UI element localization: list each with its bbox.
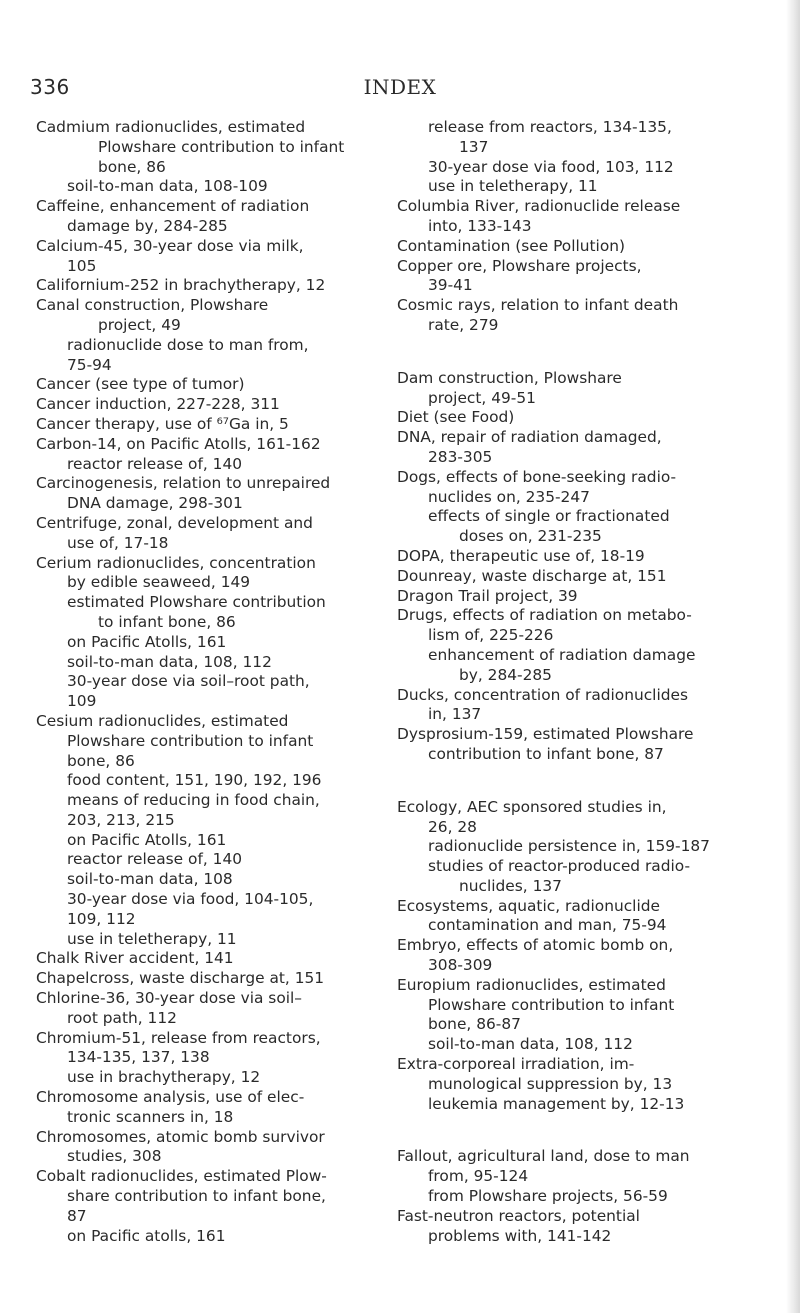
- entry-line: project, 49-51: [428, 388, 536, 407]
- index-subentry: [397, 1095, 762, 1115]
- entry-line: Fallout, agricultural land, dose to man: [397, 1147, 690, 1166]
- entry-line: root path, 112: [67, 1008, 177, 1027]
- entry-line: 109: [67, 692, 97, 711]
- index-subentry: [397, 1035, 762, 1055]
- entry-line: Chalk River accident, 141: [36, 949, 234, 968]
- entry-line: contribution to infant bone, 87: [428, 744, 664, 763]
- index-entry: [397, 547, 762, 567]
- index-entry: [36, 375, 396, 395]
- index-entry: [397, 798, 762, 838]
- entry-line: enhancement of radiation damage: [428, 645, 696, 664]
- index-entry: [36, 1029, 396, 1069]
- entry-line: use in teletherapy, 11: [67, 929, 237, 948]
- entry-line: Plowshare contribution to infant: [67, 731, 314, 750]
- index-entry: [36, 969, 396, 989]
- entry-line: into, 133-143: [428, 216, 532, 235]
- index-entry: [397, 468, 762, 508]
- index-entry: [397, 237, 762, 257]
- entry-line: soil-to-man data, 108, 112: [67, 652, 272, 671]
- entry-line: 87: [67, 1206, 87, 1225]
- entry-line: doses on, 231-235: [459, 527, 602, 546]
- entry-line: DNA, repair of radiation damaged,: [397, 428, 662, 447]
- entry-line: Californium-252 in brachytherapy, 12: [36, 276, 326, 295]
- entry-line: 75-94: [67, 355, 112, 374]
- entry-line: soil-to-man data, 108: [67, 870, 233, 889]
- entry-line: release from reactors, 134-135,: [428, 118, 672, 136]
- entry-line: 137: [459, 137, 489, 156]
- entry-line: Contamination (see Pollution): [397, 236, 626, 255]
- entry-line: Columbia River, radionuclide release: [397, 197, 681, 216]
- index-subentry: [36, 870, 396, 890]
- letter-group-gap: [397, 336, 762, 369]
- entry-line: Canal construction, Plowshare: [36, 296, 269, 315]
- index-subentry: [36, 455, 396, 475]
- entry-line: means of reducing in food chain,: [67, 791, 320, 810]
- index-entry: [397, 686, 762, 726]
- entry-line: Plowshare contribution to infant: [98, 137, 345, 156]
- index-subentry: [397, 857, 762, 897]
- entry-line: Copper ore, Plowshare projects,: [397, 256, 642, 275]
- entry-line: Cobalt radionuclides, estimated Plow-: [36, 1167, 327, 1186]
- entry-line: use in teletherapy, 11: [428, 177, 598, 196]
- entry-line: to infant bone, 86: [98, 612, 236, 631]
- entry-line: Chapelcross, waste discharge at, 151: [36, 969, 325, 988]
- index-entry: [397, 428, 762, 468]
- index-entry: [397, 936, 762, 976]
- index-subentry: [36, 1068, 396, 1088]
- index-subentry: [397, 1187, 762, 1207]
- index-subentry: [397, 118, 762, 158]
- index-entry: [36, 514, 396, 554]
- entry-line: project, 49: [98, 315, 181, 334]
- entry-line: on Pacific atolls, 161: [67, 1226, 226, 1245]
- index-entry: [36, 474, 396, 514]
- page-edge-shadow: [786, 0, 800, 1313]
- index-entry: [397, 1147, 762, 1187]
- entry-line: Chlorine-36, 30-year dose via soil–: [36, 989, 302, 1008]
- index-entry: [36, 435, 396, 455]
- entry-line: Dysprosium-159, estimated Plowshare: [397, 725, 694, 744]
- entry-line: Drugs, effects of radiation on metabo-: [397, 606, 692, 625]
- index-entry: [36, 197, 396, 237]
- entry-line: Embryo, effects of atomic bomb on,: [397, 936, 674, 955]
- entry-line: food content, 151, 190, 192, 196: [67, 771, 322, 790]
- index-subentry: [36, 653, 396, 673]
- entry-line: use of, 17-18: [67, 533, 169, 552]
- index-entry: [397, 408, 762, 428]
- entry-line: from, 95-124: [428, 1167, 529, 1186]
- entry-line: Dogs, effects of bone-seeking radio-: [397, 467, 677, 486]
- entry-line: tronic scanners in, 18: [67, 1107, 234, 1126]
- index-entry: [36, 1128, 396, 1168]
- index-entry: [397, 257, 762, 297]
- entry-line: Cesium radionuclides, estimated: [36, 711, 289, 730]
- index-subentry: [36, 336, 396, 376]
- entry-line: use in brachytherapy, 12: [67, 1068, 261, 1087]
- index-entry: [397, 725, 762, 765]
- index-subentry: [36, 672, 396, 712]
- entry-line: Chromosome analysis, use of elec-: [36, 1088, 305, 1107]
- entry-line: effects of single or fractionated: [428, 507, 670, 526]
- entry-line: share contribution to infant bone,: [67, 1187, 326, 1206]
- index-entry: [36, 1167, 396, 1226]
- index-column-left: [36, 118, 396, 1246]
- entry-line: Carcinogenesis, relation to unrepaired: [36, 474, 331, 493]
- index-entry: [36, 276, 396, 296]
- entry-line: Ecology, AEC sponsored studies in,: [397, 797, 667, 816]
- entry-line: Cancer (see type of tumor): [36, 375, 245, 394]
- index-subentry: [397, 837, 762, 857]
- index-subentry: [397, 158, 762, 178]
- index-subentry: [397, 507, 762, 547]
- page-number: 336: [30, 75, 70, 99]
- entry-line: reactor release of, 140: [67, 850, 243, 869]
- entry-line: studies of reactor-produced radio-: [428, 857, 691, 876]
- index-subentry: [36, 593, 396, 633]
- entry-line: Extra-corporeal irradiation, im-: [397, 1055, 635, 1074]
- index-subentry: [36, 177, 396, 197]
- index-entry: [36, 949, 396, 969]
- entry-line: Cerium radionuclides, concentration: [36, 553, 316, 572]
- entry-line: 283-305: [428, 447, 493, 466]
- index-entry: [397, 567, 762, 587]
- index-subentry: [36, 771, 396, 791]
- index-entry: [397, 369, 762, 409]
- entry-line: 105: [67, 256, 97, 275]
- entry-line: Dragon Trail project, 39: [397, 586, 578, 605]
- entry-line: 109, 112: [67, 909, 136, 928]
- entry-line: by, 284-285: [459, 665, 552, 684]
- entry-line: 30-year dose via food, 104-105,: [67, 890, 314, 909]
- entry-line: Dam construction, Plowshare: [397, 368, 622, 387]
- index-subentry: [36, 1227, 396, 1247]
- entry-line: radionuclide dose to man from,: [67, 335, 309, 354]
- entry-line: DOPA, therapeutic use of, 18-19: [397, 546, 645, 565]
- index-entry: [397, 1055, 762, 1095]
- entry-line: Diet (see Food): [397, 408, 515, 427]
- entry-line: Carbon-14, on Pacific Atolls, 161-162: [36, 434, 321, 453]
- entry-line: contamination and man, 75-94: [428, 916, 667, 935]
- index-entry: [36, 415, 396, 435]
- index-subentry: [36, 791, 396, 831]
- entry-line: 134-135, 137, 138: [67, 1048, 210, 1067]
- index-subentry: [36, 930, 396, 950]
- letter-group-gap: [397, 1114, 762, 1147]
- index-column-right: [397, 118, 762, 1246]
- entry-line: estimated Plowshare contribution: [67, 593, 326, 612]
- index-subentry: [397, 646, 762, 686]
- index-subentry: [36, 633, 396, 653]
- entry-line: Chromosomes, atomic bomb survivor: [36, 1127, 325, 1146]
- entry-line: Calcium-45, 30-year dose via milk,: [36, 236, 304, 255]
- entry-line: 30-year dose via soil–root path,: [67, 672, 310, 691]
- entry-line: lism of, 225-226: [428, 626, 554, 645]
- entry-line: nuclides on, 235-247: [428, 487, 590, 506]
- entry-line: leukemia management by, 12-13: [428, 1094, 685, 1113]
- entry-line: from Plowshare projects, 56-59: [428, 1187, 668, 1206]
- entry-line: soil-to-man data, 108-109: [67, 177, 268, 196]
- entry-line: nuclides, 137: [459, 876, 562, 895]
- entry-line: 30-year dose via food, 103, 112: [428, 157, 674, 176]
- entry-line: Caffeine, enhancement of radiation: [36, 197, 310, 216]
- entry-line: problems with, 141-142: [428, 1226, 612, 1245]
- index-entry: [397, 976, 762, 1035]
- entry-line: by edible seaweed, 149: [67, 573, 251, 592]
- index-entry: [36, 296, 396, 336]
- index-entry: [397, 1207, 762, 1247]
- entry-line: DNA damage, 298-301: [67, 494, 243, 513]
- entry-line: Fast-neutron reactors, potential: [397, 1206, 640, 1225]
- entry-line: reactor release of, 140: [67, 454, 243, 473]
- entry-line: bone, 86-87: [428, 1015, 521, 1034]
- entry-line: 26, 28: [428, 817, 477, 836]
- index-entry: [36, 1088, 396, 1128]
- index-entry: [36, 237, 396, 277]
- entry-line: in, 137: [428, 705, 482, 724]
- entry-line: Chromium-51, release from reactors,: [36, 1028, 321, 1047]
- index-entry: [397, 897, 762, 937]
- entry-line: studies, 308: [67, 1147, 162, 1166]
- letter-group-gap: [397, 765, 762, 798]
- index-entry: [36, 712, 396, 771]
- entry-line: Dounreay, waste discharge at, 151: [397, 566, 667, 585]
- entry-line: on Pacific Atolls, 161: [67, 830, 227, 849]
- index-subentry: [397, 177, 762, 197]
- index-entry: [397, 606, 762, 646]
- index-entry: [397, 197, 762, 237]
- entry-line: Cancer therapy, use of ⁶⁷Ga in, 5: [36, 414, 289, 433]
- entry-line: bone, 86: [67, 751, 135, 770]
- entry-line: Ducks, concentration of radionuclides: [397, 685, 688, 704]
- entry-line: 203, 213, 215: [67, 810, 175, 829]
- entry-line: Cancer induction, 227-228, 311: [36, 395, 280, 414]
- entry-line: on Pacific Atolls, 161: [67, 632, 227, 651]
- entry-line: Cadmium radionuclides, estimated: [36, 118, 306, 136]
- entry-line: radionuclide persistence in, 159-187: [428, 837, 710, 856]
- index-subentry: [36, 890, 396, 930]
- entry-line: munological suppression by, 13: [428, 1074, 673, 1093]
- entry-line: bone, 86: [98, 157, 166, 176]
- entry-line: soil-to-man data, 108, 112: [428, 1035, 633, 1054]
- entry-line: Plowshare contribution to infant: [428, 995, 675, 1014]
- index-entry: [36, 118, 396, 177]
- index-entry: [36, 395, 396, 415]
- entry-line: Cosmic rays, relation to infant death: [397, 296, 679, 315]
- entry-line: Ecosystems, aquatic, radionuclide: [397, 896, 660, 915]
- index-entry: [36, 554, 396, 594]
- entry-line: 39-41: [428, 276, 473, 295]
- entry-line: rate, 279: [428, 315, 499, 334]
- page-title: INDEX: [363, 75, 437, 99]
- index-entry: [397, 587, 762, 607]
- index-subentry: [36, 850, 396, 870]
- entry-line: damage by, 284-285: [67, 216, 228, 235]
- entry-line: Centrifuge, zonal, development and: [36, 513, 313, 532]
- entry-line: 308-309: [428, 956, 493, 975]
- entry-line: Europium radionuclides, estimated: [397, 975, 666, 994]
- index-entry: [397, 296, 762, 336]
- index-entry: [36, 989, 396, 1029]
- index-subentry: [36, 831, 396, 851]
